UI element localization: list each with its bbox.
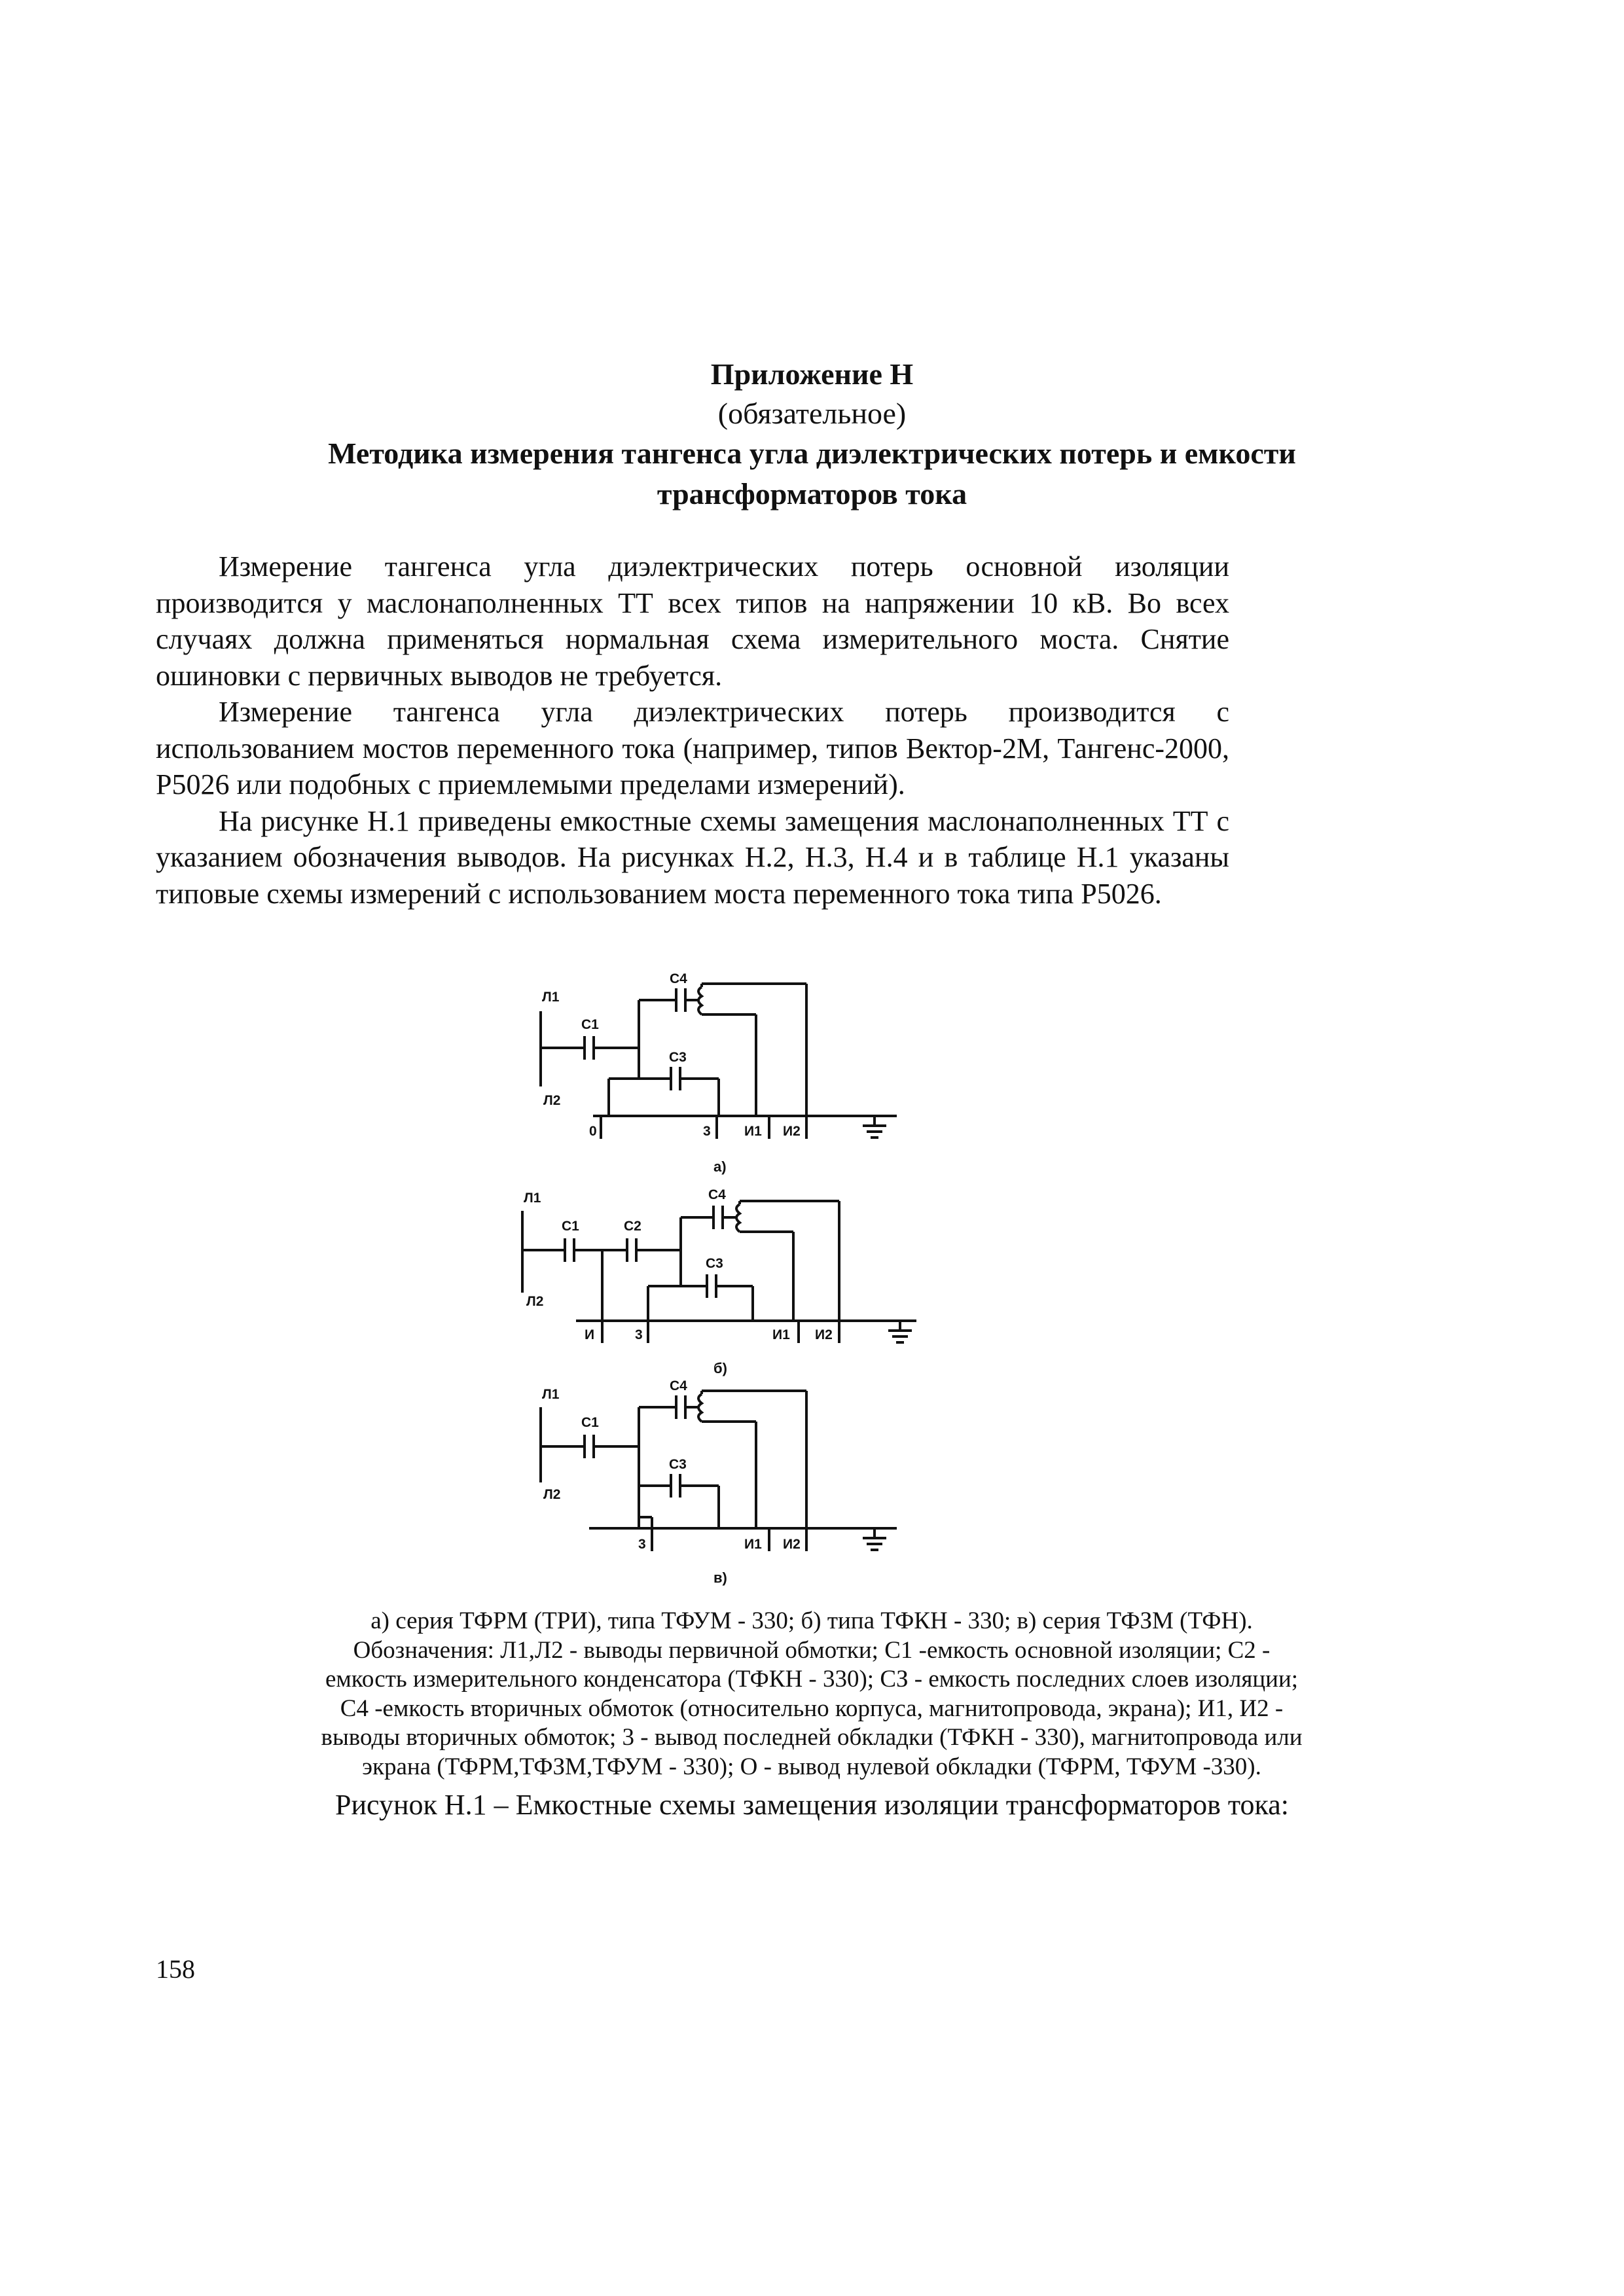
capacitor-c1-label: С1	[581, 1415, 599, 1430]
capacitor-c1-label: С1	[581, 1017, 599, 1032]
appendix-title: Приложение Н	[710, 357, 914, 391]
ground-icon	[863, 1116, 886, 1138]
appendix-status: (обязательное)	[717, 397, 907, 430]
terminal-i-label: И	[585, 1327, 595, 1342]
terminal-3-label: 3	[638, 1537, 646, 1552]
secondary-winding-coil	[736, 1204, 740, 1232]
terminal-l2-label: Л2	[543, 1093, 561, 1108]
method-title: Методика измерения тангенса угла диэлектрических потерь и емкости трансформаторов тока	[328, 437, 1296, 511]
page-number: 158	[156, 1954, 195, 1984]
terminal-i1-label: И1	[744, 1124, 762, 1139]
terminal-l2-label: Л2	[543, 1487, 561, 1502]
caption-line: выводы вторичных обмоток; 3 - вывод последней обкладки (ТФКН - 330), магнитопровода или	[321, 1724, 1303, 1751]
capacitor-c1-label: С1	[562, 1219, 579, 1234]
diagram-a-label: а)	[713, 1158, 727, 1175]
terminal-i2-label: И2	[783, 1124, 801, 1139]
capacitor-c4-label: С4	[670, 971, 687, 986]
capacitor-c4-label: С4	[708, 1187, 726, 1202]
terminal-i1-label: И1	[744, 1537, 762, 1552]
caption-line: емкость измерительного конденсатора (ТФКН - 330); СЗ - емкость последних слоев изоляции;	[325, 1666, 1299, 1693]
ground-icon	[863, 1528, 886, 1550]
ground-icon	[888, 1321, 912, 1342]
secondary-winding-coil	[698, 1394, 702, 1422]
caption-line: Обозначения: Л1,Л2 - выводы первичной обмотки; С1 -емкость основной изоляции; С2 -	[353, 1636, 1271, 1664]
terminal-0-label: 0	[589, 1124, 597, 1139]
terminal-l1-label: Л1	[524, 1191, 541, 1206]
diagram-b-label: б)	[713, 1360, 727, 1376]
paragraph: Измерение тангенса угла диэлектрических потерь производится с использованием мостов переменного тока (например, типов Вектор-2М, Тангенс-2000, Р5026 или подобных с приемлемыми пределами измерений).	[156, 696, 1229, 800]
secondary-winding-coil	[698, 987, 702, 1014]
paragraph: На рисунке Н.1 приведены емкостные схемы замещения маслонаполненных ТТ с указанием обозначения выводов. На рисунках Н.2, Н.3, Н.4 и в таблице Н.1 указаны типовые схемы измерений с использованием моста переменного тока типа Р5026.	[156, 804, 1229, 910]
capacitor-c4-label: С4	[670, 1378, 687, 1393]
terminal-3-label: 3	[635, 1327, 643, 1342]
diagram-a	[541, 971, 897, 1175]
terminal-l1-label: Л1	[542, 990, 560, 1005]
terminal-i2-label: И2	[815, 1327, 833, 1342]
terminal-3-label: 3	[703, 1124, 711, 1139]
paragraph: Измерение тангенса угла диэлектрических потерь основной изоляции производится у маслонаполненных ТТ всех типов на напряжении 10 кВ. Во всех случаях должна применяться нормальная схема измерительного моста. Снятие ошиновки с первичных выводов не требуется.	[156, 550, 1229, 692]
terminal-l2-label: Л2	[526, 1294, 544, 1309]
capacitor-c2-label: С2	[624, 1219, 641, 1234]
figure-caption	[151, 1607, 1473, 1782]
caption-line: а) серия ТФРМ (ТРИ), типа ТФУМ - 330; б) типа ТФКН - 330; в) серия ТФЗМ (ТФН).	[370, 1607, 1253, 1634]
diagram-c-label: в)	[713, 1570, 727, 1586]
capacitor-c3-label: С3	[669, 1457, 687, 1472]
capacitor-c3-label: С3	[706, 1256, 723, 1271]
diagram-c	[541, 1378, 897, 1586]
diagram-b	[522, 1187, 916, 1376]
capacitor-c3-label: С3	[669, 1050, 687, 1065]
caption-line: С4 -емкость вторичных обмоток (относительно корпуса, магнитопровода, экрана); И1, И2 -	[340, 1695, 1284, 1722]
terminal-i2-label: И2	[783, 1537, 801, 1552]
terminal-l1-label: Л1	[542, 1387, 560, 1402]
figure-title: Рисунок Н.1 – Емкостные схемы замещения изоляции трансформаторов тока:	[335, 1789, 1289, 1821]
caption-line: экрана (ТФРМ,ТФЗМ,ТФУМ - 330); О - вывод нулевой обкладки (ТФРМ, ТФУМ -330).	[362, 1753, 1261, 1780]
terminal-i1-label: И1	[772, 1327, 790, 1342]
